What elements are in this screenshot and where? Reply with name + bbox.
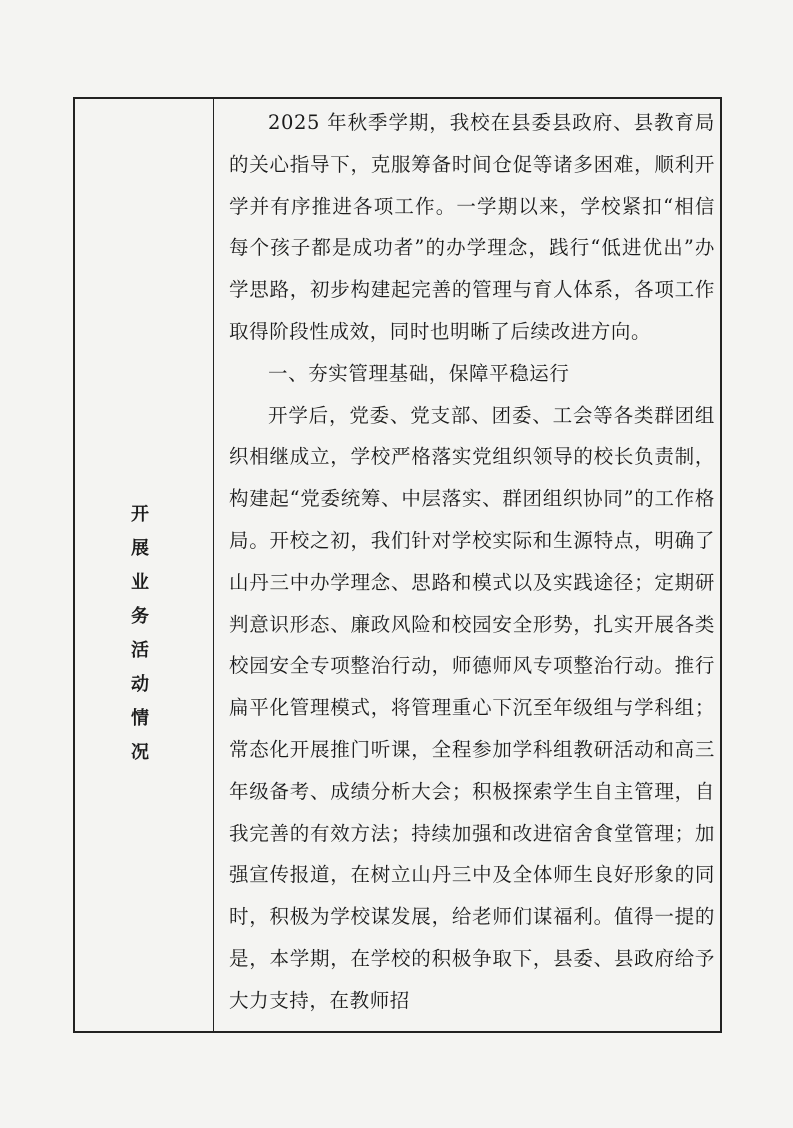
row-label: 开展业务活动情况 <box>128 504 149 776</box>
paragraph-management: 开学后，党委、党支部、团委、工会等各类群团组织相继成立，学校严格落实党组织领导的校长负责制，构建起“党委统筹、中层落实、群团组织协同”的工作格局。开校之初，我们针对学校实际和生源特点，明确了山丹三中办学理念、思路和模式以及实践途径；定期研判意识形态、廉政风险和校园安全形势，扎实开展各类校园安全专项整治行动，师德师风专项整治行动。推行扁平化管理模式，将管理重心下沉至年级组与学科组；常态化开展推门听课，全程参加学科组教研活动和高三年级备考、成绩分析大会；积极探索学生自主管理，自我完善的有效方法；持续加强和改进宿舍食堂管理；加强宣传报道，在树立山丹三中及全体师生良好形象的同时，积极为学校谋发展，给老师们谋福利。值得一提的是，本学期，在学校的积极争取下，县委、县政府给予大力支持，在教师招 <box>229 403 715 1012</box>
section-heading: 一、夯实管理基础，保障平稳运行 <box>268 361 570 385</box>
report-table <box>73 97 722 1033</box>
content-column <box>214 99 720 1031</box>
label-column <box>75 99 214 1031</box>
content-body <box>229 102 715 1022</box>
paragraph-intro: 2025 年秋季学期，我校在县委县政府、县教育局的关心指导下，克服筹备时间仓促等诸多困难，顺利开学并有序推进各项工作。一学期以来，学校紧扣“相信每个孩子都是成功者”的办学理念，践行“低进优出”办学思路，初步构建起完善的管理与育人体系，各项工作取得阶段性成效，同时也明晰了后续改进方向。 <box>229 111 715 343</box>
